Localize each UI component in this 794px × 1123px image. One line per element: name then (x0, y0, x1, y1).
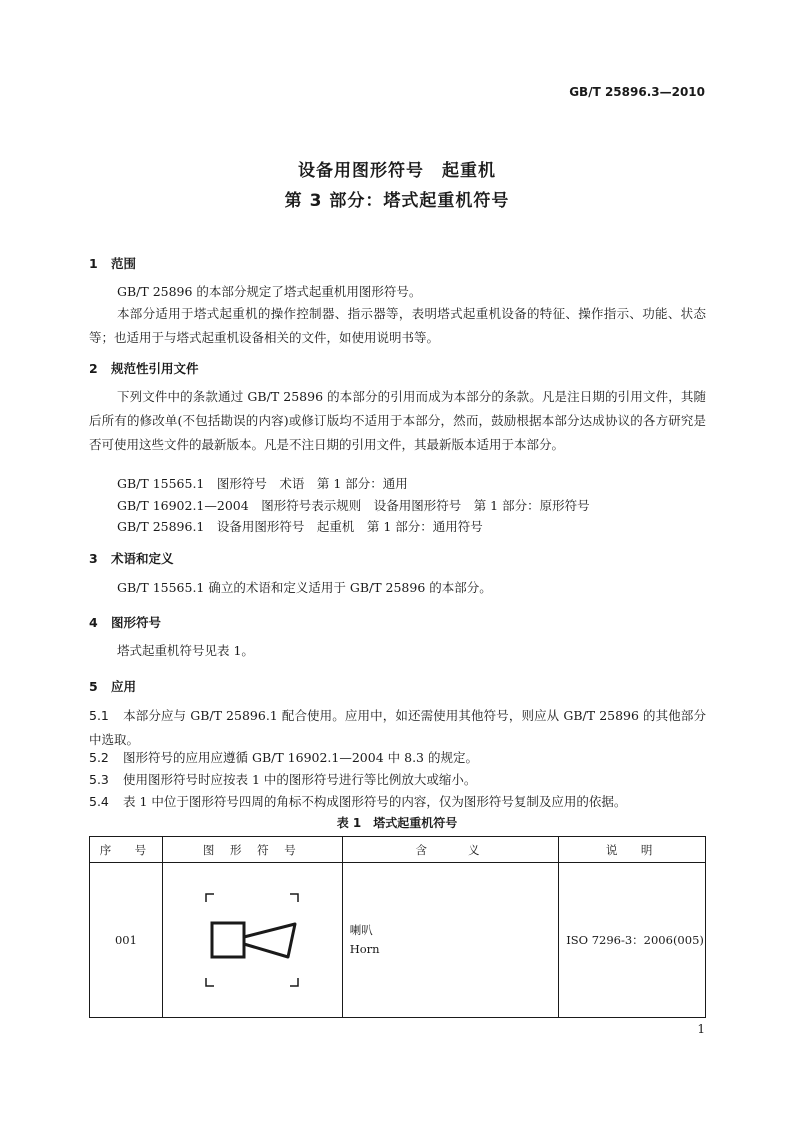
meaning-chinese: 喇叭 (349, 923, 373, 937)
table-header-row (90, 837, 706, 863)
table-caption-title: 塔式起重机符号 (373, 816, 458, 830)
section-1-title: 范围 (111, 256, 137, 271)
section-2-number: 2 (89, 361, 98, 376)
clause-number: 5.2 (89, 750, 109, 765)
page-number: 1 (697, 1022, 705, 1036)
table-row (90, 863, 706, 1018)
section-2-heading (89, 359, 199, 377)
clause-5-4 (89, 790, 706, 814)
table-caption-number: 表 1 (336, 816, 362, 830)
section-5-number: 5 (89, 679, 98, 694)
horn-icon (192, 880, 312, 1000)
header-meaning: 含 义 (342, 837, 559, 863)
reference-item: GB/T 15565.1 图形符号 术语 第 1 部分：通用 (117, 476, 408, 491)
section-4-number: 4 (89, 615, 98, 630)
standard-number: GB/T 25896.3—2010 (569, 85, 705, 99)
section-1-number: 1 (89, 256, 98, 271)
section-4-title: 图形符号 (111, 615, 162, 630)
section-2-title: 规范性引用文件 (111, 361, 199, 376)
clause-5-1 (89, 704, 706, 752)
clause-number: 5.1 (89, 708, 109, 723)
clause-text: 使用图形符号时应按表 1 中的图形符号进行等比例放大或缩小。 (123, 772, 477, 787)
section-1-paragraph-1: GB/T 25896 的本部分规定了塔式起重机用图形符号。 (117, 284, 422, 299)
clause-text: 图形符号的应用应遵循 GB/T 16902.1—2004 中 8.3 的规定。 (123, 750, 478, 765)
section-1-paragraph-2: 本部分适用于塔式起重机的操作控制器、指示器等，表明塔式起重机设备的特征、操作指示、功能、状态等；也适用于与塔式起重机设备相关的文件，如使用说明书等。 (89, 306, 706, 345)
horn-bell (244, 924, 295, 957)
reference-item: GB/T 16902.1—2004 图形符号表示规则 设备用图形符号 第 1 部分：原形符号 (117, 498, 590, 513)
section-4-heading (89, 613, 161, 631)
row-meaning-cell (342, 863, 559, 1018)
header-note: 说 明 (559, 837, 706, 863)
header-number: 序 号 (90, 837, 163, 863)
row-number: 001 (90, 863, 163, 1018)
section-2-paragraph-1: 下列文件中的条款通过 GB/T 25896 的本部分的引用而成为本部分的条款。凡是注日期的引用文件，其随后所有的修改单(不包括勘误的内容)或修订版均不适用于本部分，然而，鼓励根据本部分达成协议的各方研究是否可使用这些文件的最新版本。凡是不注日期的引用文件，其最新版本适用于本部分。 (89, 389, 706, 452)
row-symbol-cell (162, 863, 342, 1018)
section-4-paragraph-1: 塔式起重机符号见表 1。 (117, 643, 254, 658)
clause-5-3 (89, 768, 706, 792)
symbol-table (89, 836, 706, 1018)
title-line-1: 设备用图形符号 起重机 (298, 161, 496, 181)
section-3-title: 术语和定义 (111, 551, 174, 566)
section-5-heading (89, 677, 136, 695)
corner-marks (206, 894, 298, 986)
row-note: ISO 7296-3：2006(005) (559, 863, 706, 1018)
section-5-title: 应用 (111, 679, 137, 694)
clause-text: 本部分应与 GB/T 25896.1 配合使用。应用中，如还需使用其他符号，则应从 GB/T 25896 的其他部分中选取。 (89, 708, 706, 747)
reference-item: GB/T 25896.1 设备用图形符号 起重机 第 1 部分：通用符号 (117, 519, 483, 534)
clause-text: 表 1 中位于图形符号四周的角标不构成图形符号的内容，仅为图形符号复制及应用的依据。 (123, 794, 627, 809)
section-3-heading (89, 549, 174, 567)
table-caption (0, 814, 794, 831)
section-1-heading (89, 254, 136, 272)
clause-number: 5.3 (89, 772, 109, 787)
title-line-2: 第 3 部分：塔式起重机符号 (284, 191, 510, 211)
header-symbol: 图 形 符 号 (162, 837, 342, 863)
clause-number: 5.4 (89, 794, 109, 809)
clause-5-2 (89, 746, 706, 770)
section-3-number: 3 (89, 551, 98, 566)
meaning-english: Horn (349, 942, 380, 956)
section-3-paragraph-1: GB/T 15565.1 确立的术语和定义适用于 GB/T 25896 的本部分。 (117, 580, 492, 595)
horn-body (212, 923, 244, 957)
